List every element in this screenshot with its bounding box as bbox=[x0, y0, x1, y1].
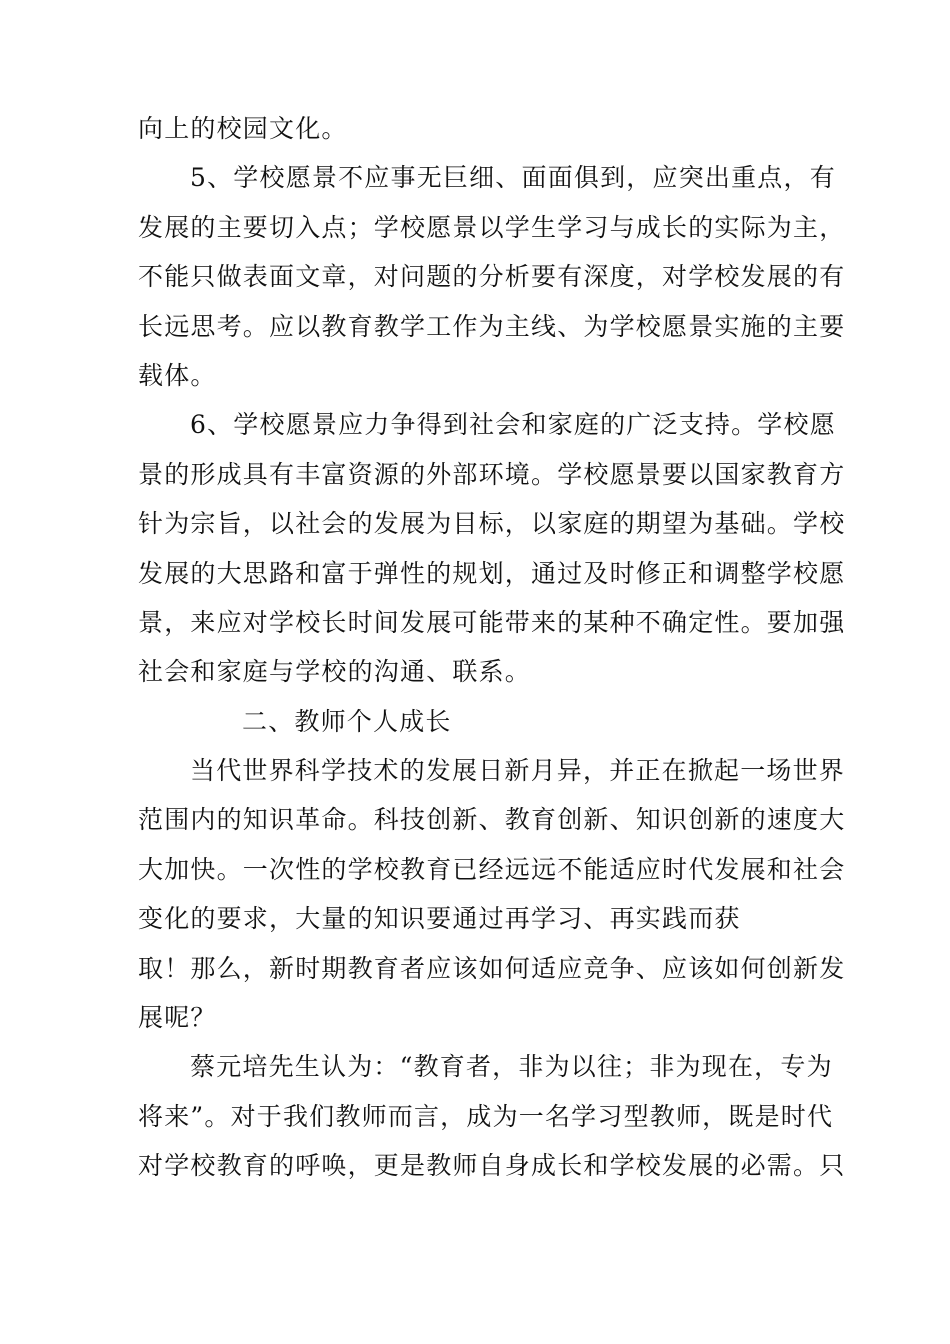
text-line: 大加快。一次性的学校教育已经远远不能适应时代发展和社会 bbox=[138, 854, 846, 884]
text-line: 6、学校愿景应力争得到社会和家庭的广泛支持。学校愿 bbox=[190, 410, 836, 440]
text-line: 发展的大思路和富于弹性的规划，通过及时修正和调整学校愿 bbox=[138, 558, 846, 588]
text-line: 5、学校愿景不应事无巨细、面面俱到，应突出重点，有 bbox=[190, 163, 836, 193]
text-line: 向上的校园文化。 bbox=[138, 114, 348, 143]
text-line: 载体。 bbox=[138, 360, 217, 390]
text-line: 景的形成具有丰富资源的外部环境。学校愿景要以国家教育方 bbox=[138, 459, 846, 489]
text-line: 将来”。对于我们教师而言，成为一名学习型教师，既是时代 bbox=[138, 1101, 834, 1131]
text-line: 社会和家庭与学校的沟通、联系。 bbox=[138, 657, 532, 687]
text-line: 发展的主要切入点；学校愿景以学生学习与成长的实际为主， bbox=[138, 212, 846, 242]
text-line: 对学校教育的呼唤，更是教师自身成长和学校发展的必需。只 bbox=[138, 1151, 846, 1181]
text-line: 范围内的知识革命。科技创新、教育创新、知识创新的速度大 bbox=[138, 805, 846, 835]
document-body bbox=[138, 104, 846, 1191]
text-line: 针为宗旨，以社会的发展为目标，以家庭的期望为基础。学校 bbox=[138, 509, 846, 539]
text-line: 不能只做表面文章，对问题的分析要有深度，对学校发展的有 bbox=[138, 262, 846, 292]
text-line: 蔡元培先生认为：“教育者，非为以往；非为现在，专为 bbox=[190, 1052, 833, 1082]
text-line: 长远思考。应以教育教学工作为主线、为学校愿景实施的主要 bbox=[138, 311, 846, 341]
text-line: 取！那么，新时期教育者应该如何适应竞争、应该如何创新发 bbox=[138, 953, 846, 983]
section-heading: 二、教师个人成长 bbox=[242, 706, 452, 736]
text-line: 当代世界科学技术的发展日新月异，并正在掀起一场世界 bbox=[190, 756, 846, 786]
text-line: 展呢？ bbox=[138, 1003, 217, 1033]
text-line: 变化的要求，大量的知识要通过再学习、再实践而获 bbox=[138, 904, 741, 934]
text-line: 景，来应对学校长时间发展可能带来的某种不确定性。要加强 bbox=[138, 607, 846, 637]
